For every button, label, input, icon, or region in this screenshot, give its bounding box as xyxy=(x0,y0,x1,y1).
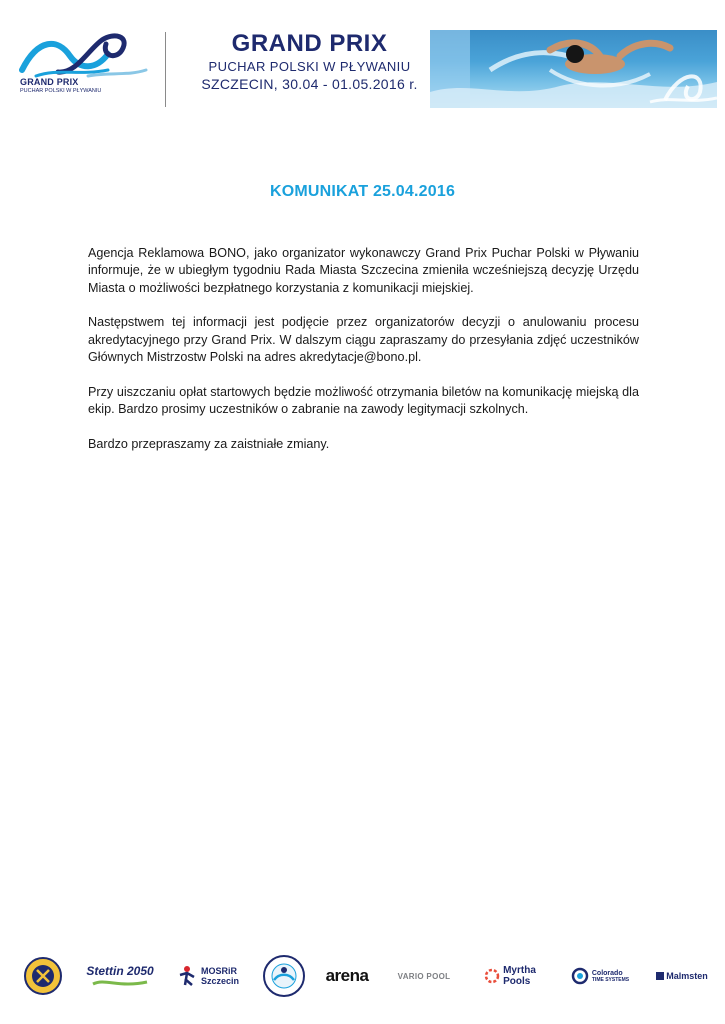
myrtha-sun-icon xyxy=(484,968,500,984)
mosrir-name: MOSRiR xyxy=(200,966,237,976)
sponsor-vario-pool-logo xyxy=(388,948,460,1004)
event-subtitle: PUCHAR POLSKI W PŁYWANIU xyxy=(208,59,411,74)
sponsor-stettin-logo xyxy=(84,948,156,1004)
sponsor-mosrir-logo xyxy=(172,948,244,1004)
paragraph: Przy uiszczaniu opłat startowych będzie możliwość otrzymania biletów na komunikację miejską dla ekip. Bardzo prosimy uczestników o zabranie na zawody legitymacji szkolnych. xyxy=(88,384,639,417)
page-header xyxy=(0,0,725,130)
event-location-date: SZCZECIN, 30.04 - 01.05.2016 r. xyxy=(201,76,418,92)
colorado-sub: TIME SYSTEMS xyxy=(591,976,630,983)
sponsor-logos xyxy=(0,948,725,1008)
sponsor-crest-logo xyxy=(22,948,64,1004)
swimmer-image-icon xyxy=(430,30,717,108)
paragraph: Następstwem tej informacji jest podjęcie przez organizatorów decyzji o anulowaniu procesu akredytacyjnego przy Grand Prix. W dalszym ciągu zapraszamy do przesyłania zdjęć uczestników Głównych Mistrzostw Polski na adres akredytacje@bono.pl. xyxy=(88,315,639,364)
sponsor-malmsten-logo xyxy=(646,948,718,1004)
announcement-body xyxy=(88,245,639,471)
sponsor-swim-club-logo xyxy=(262,948,306,1004)
announcement-heading: KOMUNIKAT 25.04.2016 xyxy=(269,183,456,200)
logo-name: GRAND PRIX xyxy=(20,77,79,87)
arena-text: arena xyxy=(325,966,369,985)
myrtha-pools: Pools xyxy=(503,976,531,987)
grand-prix-logo xyxy=(18,30,153,100)
logo-tagline: PUCHAR POLSKI W PŁYWANIU xyxy=(20,88,102,94)
sponsor-myrtha-logo xyxy=(474,948,546,1004)
mosrir-figure-icon xyxy=(177,965,197,987)
colorado-name: Colorado xyxy=(591,969,623,977)
myrtha-name: Myrtha xyxy=(503,965,536,976)
event-title-block xyxy=(192,30,427,94)
swimmer-photo xyxy=(430,30,717,108)
sponsor-colorado-logo xyxy=(564,948,636,1004)
malmsten-text: Malmsten xyxy=(666,971,708,981)
swim-club-badge-icon xyxy=(263,955,305,997)
mosrir-city: Szczecin xyxy=(200,976,240,986)
paragraph: Bardzo przepraszamy za zaistniałe zmiany. xyxy=(88,436,330,451)
paragraph: Agencja Reklamowa BONO, jako organizator wykonawczy Grand Prix Puchar Polski w Pływaniu informuje, że w ubiegłym tygodniu Rada Miasta Szczecina zmieniła wcześniejszą decyzję Urzędu Miasta o możliwości bezpłatnego korzystania z komunikacji miejskiej. xyxy=(88,246,639,295)
stettin-wave-icon xyxy=(91,978,149,988)
vario-pool-text: VARIO POOL xyxy=(397,971,451,981)
header-divider xyxy=(165,32,166,107)
event-title: GRAND PRIX xyxy=(231,30,388,57)
stettin-text: Stettin 2050 xyxy=(86,964,154,978)
malmsten-m-icon xyxy=(656,972,664,980)
crest-icon xyxy=(24,957,62,995)
colorado-circle-icon xyxy=(571,967,589,985)
wave-logo-icon xyxy=(18,30,153,78)
sponsor-arena-logo xyxy=(322,948,372,1004)
